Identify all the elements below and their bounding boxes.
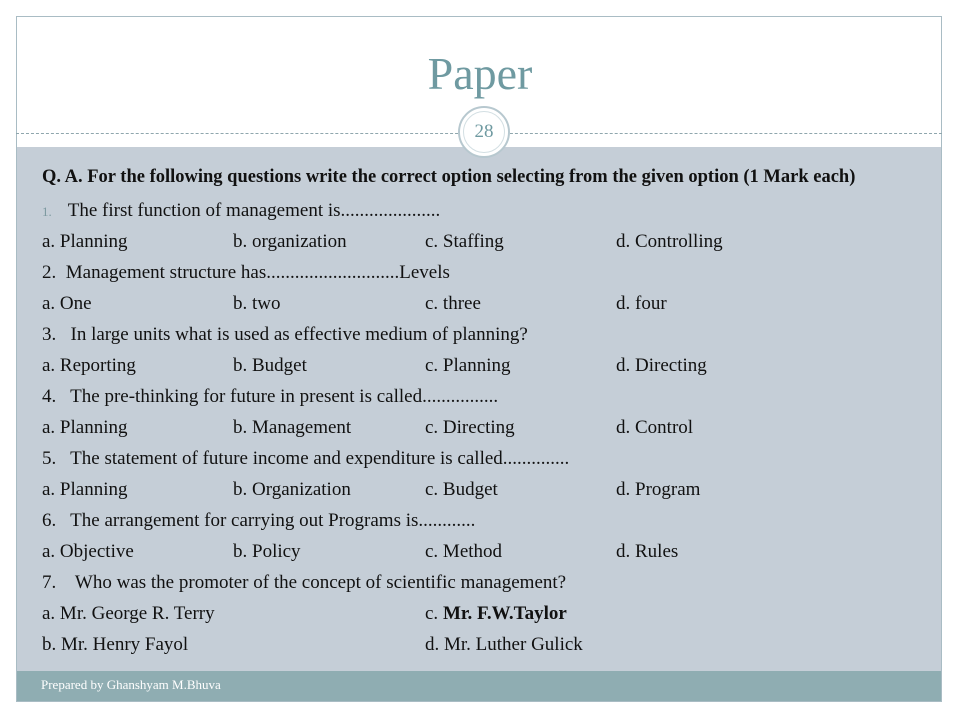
question-1 bbox=[42, 195, 922, 226]
question-paper bbox=[42, 166, 922, 660]
option-c-prefix: c. bbox=[425, 603, 443, 624]
options-7-row-1 bbox=[42, 598, 922, 629]
option-b: b. Policy bbox=[233, 541, 301, 562]
option-c: c. Staffing bbox=[425, 231, 504, 252]
footer-credit: Prepared by Ghanshyam M.Bhuva bbox=[41, 677, 221, 692]
options-1 bbox=[42, 226, 922, 257]
option-c bbox=[425, 598, 567, 629]
question-number: 6. bbox=[42, 510, 57, 531]
question-text: The arrangement for carrying out Programs is............ bbox=[70, 510, 476, 531]
options-7-row-2 bbox=[42, 629, 922, 660]
question-text: The statement of future income and expenditure is called.............. bbox=[70, 448, 570, 469]
option-b: b. Budget bbox=[233, 355, 307, 376]
options-2 bbox=[42, 288, 922, 319]
question-number: 2. bbox=[42, 262, 57, 283]
option-c: c. Budget bbox=[425, 479, 498, 500]
option-d: d. four bbox=[616, 293, 667, 314]
options-3 bbox=[42, 350, 922, 381]
question-text: The pre-thinking for future in present is called................ bbox=[70, 386, 499, 407]
question-5 bbox=[42, 443, 922, 474]
page-number: 28 bbox=[474, 121, 494, 142]
option-c: c. three bbox=[425, 293, 481, 314]
question-text: Who was the promoter of the concept of scientific management? bbox=[74, 572, 567, 593]
slide-title: Paper bbox=[427, 48, 533, 99]
option-a: a. Mr. George R. Terry bbox=[42, 603, 215, 624]
footer-bar bbox=[17, 671, 941, 701]
question-number: 7. bbox=[42, 572, 57, 593]
question-6 bbox=[42, 505, 922, 536]
option-b: b. two bbox=[233, 293, 281, 314]
question-text: Management structure has............................Levels bbox=[65, 262, 450, 283]
question-number: 5. bbox=[42, 448, 57, 469]
option-d: d. Program bbox=[616, 479, 701, 500]
question-2 bbox=[42, 257, 922, 288]
question-text: The first function of management is..................... bbox=[67, 200, 441, 221]
question-4 bbox=[42, 381, 922, 412]
option-a: a. Planning bbox=[42, 231, 128, 252]
option-b: b. organization bbox=[233, 231, 347, 252]
option-d: d. Mr. Luther Gulick bbox=[425, 634, 583, 655]
question-number: 3. bbox=[42, 324, 57, 345]
question-heading: Q. A. For the following questions write the correct option selecting from the given option (1 Mark each) bbox=[42, 167, 856, 187]
option-b: b. Management bbox=[233, 417, 352, 438]
question-3 bbox=[42, 319, 922, 350]
option-c: c. Directing bbox=[425, 417, 515, 438]
question-number: 1. bbox=[42, 204, 52, 219]
option-a: a. Objective bbox=[42, 541, 134, 562]
option-a: a. Planning bbox=[42, 479, 128, 500]
correct-answer: Mr. F.W.Taylor bbox=[442, 603, 567, 624]
option-d: d. Control bbox=[616, 417, 694, 438]
options-5 bbox=[42, 474, 922, 505]
question-text: In large units what is used as effective medium of planning? bbox=[70, 324, 528, 345]
option-b: b. Mr. Henry Fayol bbox=[42, 634, 189, 655]
option-c: c. Planning bbox=[425, 355, 511, 376]
option-d: d. Rules bbox=[616, 541, 679, 562]
option-d: d. Directing bbox=[616, 355, 707, 376]
option-a: a. Reporting bbox=[42, 355, 136, 376]
option-a: a. Planning bbox=[42, 417, 128, 438]
option-c: c. Method bbox=[425, 541, 503, 562]
option-a: a. One bbox=[42, 293, 92, 314]
page-number-badge bbox=[458, 106, 510, 158]
options-4 bbox=[42, 412, 922, 443]
option-b: b. Organization bbox=[233, 479, 351, 500]
question-number: 4. bbox=[42, 386, 57, 407]
option-d: d. Controlling bbox=[616, 231, 723, 252]
options-6 bbox=[42, 536, 922, 567]
question-7 bbox=[42, 567, 922, 598]
